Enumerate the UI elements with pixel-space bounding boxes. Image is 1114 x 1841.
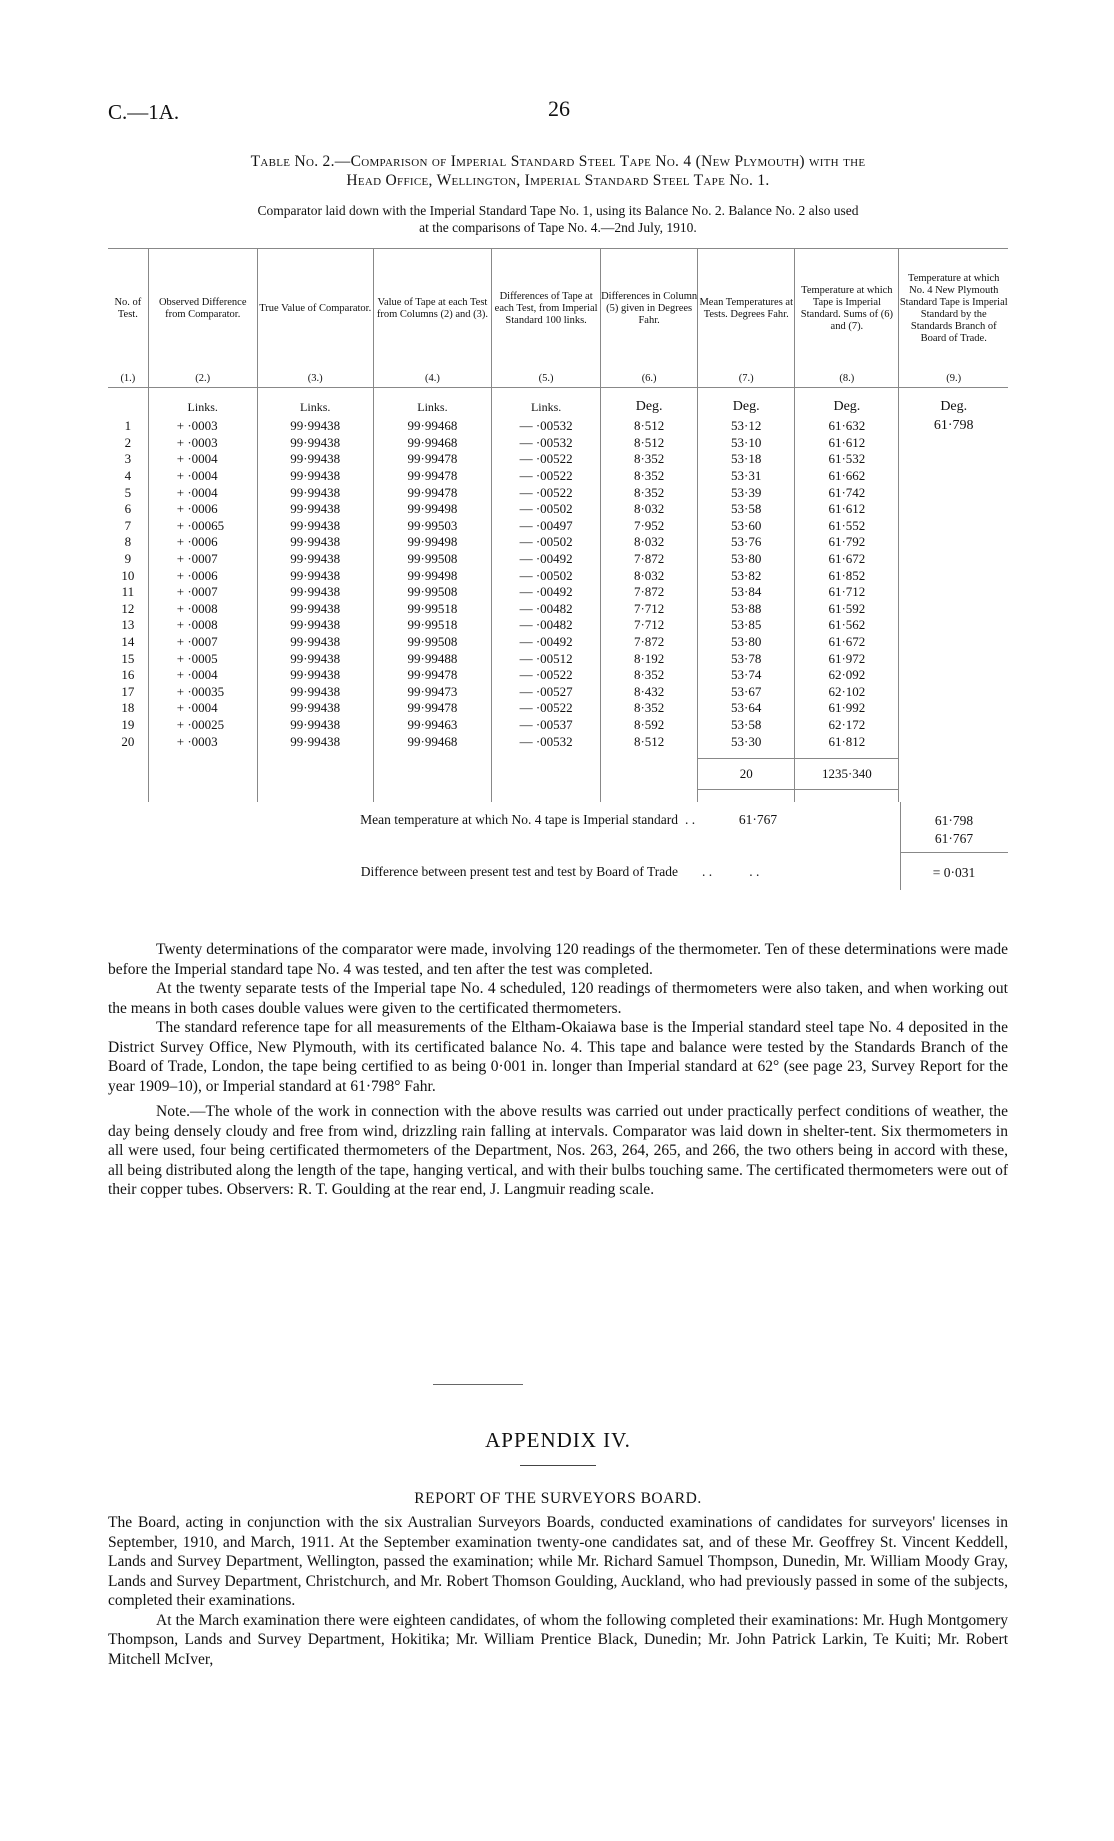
table-cell: 53·39 [698, 484, 795, 501]
report-section [108, 1513, 1008, 1669]
table-cell: + ·0008 [148, 617, 257, 634]
table-cell: 99·99478 [373, 667, 491, 684]
table-cell: + ·00025 [148, 717, 257, 734]
table-cell: 7·872 [601, 551, 698, 568]
table-cell: 8·032 [601, 501, 698, 518]
table-cell: 53·85 [698, 617, 795, 634]
table-cell: 61·632 [795, 418, 899, 435]
table-cell [148, 789, 257, 802]
table-cell: 53·12 [698, 418, 795, 435]
table-cell: + ·0008 [148, 601, 257, 618]
table-cell: 7·872 [601, 584, 698, 601]
table-cell: — ·00512 [492, 650, 601, 667]
table-cell: 7·712 [601, 617, 698, 634]
column-header: Temperature at which Tape is Imperial Standard. Sums of (6) and (7). [795, 249, 899, 370]
table-cell: 99·99503 [373, 518, 491, 535]
table-cell: 18 [121, 700, 135, 716]
column-number: (3.) [257, 369, 373, 388]
table-cell: 8·192 [601, 650, 698, 667]
table-cell: 99·99468 [373, 733, 491, 750]
paragraph: The Board, acting in conjunction with the six Australian Surveyors Boards, conducted examinations of candidates for surveyors' licenses in September, 1910, and March, 1911. At the September examination twenty-one candidates sat, and of these Mr. Geoffrey St. Vincent Keddell, Lands and Survey Department, Wellington, passed the examination; while Mr. Richard Samuel Thompson, Dunedin, Mr. William Moody Gray, Lands and Survey Department, Christchurch, and Mr. Robert Thomson Goulding, Auckland, who had previously passed in some of the subjects, completed their examinations. [108, 1514, 1008, 1609]
table-row [108, 418, 1008, 435]
table-cell: 53·78 [698, 650, 795, 667]
table-cell: 99·99438 [257, 733, 373, 750]
table-cell: 99·99468 [373, 435, 491, 452]
totals-sum: 1235·340 [795, 758, 899, 789]
mean-temperature-line [108, 812, 1008, 852]
table-cell: 61·532 [795, 451, 899, 468]
table-cell: 99·99478 [373, 451, 491, 468]
table-cell: — ·00522 [492, 667, 601, 684]
table-cell: 61·612 [795, 435, 899, 452]
table-cell: 99·99508 [373, 634, 491, 651]
table-cell: + ·0003 [148, 733, 257, 750]
column-number: (2.) [148, 369, 257, 388]
table-cell: 99·99498 [373, 501, 491, 518]
totals-row [108, 758, 1008, 789]
table-cell: 99·99478 [373, 468, 491, 485]
table-cell: 99·99438 [257, 534, 373, 551]
table-cell: + ·0004 [148, 468, 257, 485]
table-cell: 99·99478 [373, 700, 491, 717]
table-cell [795, 750, 899, 759]
table-cell: + ·0004 [148, 484, 257, 501]
table-row [108, 700, 1008, 717]
table-cell: — ·00532 [492, 435, 601, 452]
table-cell: 99·99438 [257, 567, 373, 584]
table-cell: 53·76 [698, 534, 795, 551]
table-cell: 99·99473 [373, 684, 491, 701]
table-cell: 9 [124, 551, 132, 567]
table-title-line-2: Head Office, Wellington, Imperial Standard Steel Tape No. 1. [346, 172, 770, 189]
table-header-row [108, 249, 1008, 370]
table-cell: 53·67 [698, 684, 795, 701]
column-number: (6.) [601, 369, 698, 388]
table-row [108, 684, 1008, 701]
difference-line [108, 864, 1008, 888]
table-cell: 61·852 [795, 567, 899, 584]
table-cell: 13 [121, 617, 135, 633]
table-cell: 53·84 [698, 584, 795, 601]
table-cell: 53·30 [698, 733, 795, 750]
table-cell [601, 750, 698, 759]
table-cell [698, 750, 795, 759]
table-cell: 99·99438 [257, 617, 373, 634]
paragraph: At the March examination there were eighteen candidates, of whom the following completed their examinations: Mr. Hugh Montgomery Thompson, Lands and Survey Department, Hokitika; Mr. William Prentice Black, Dunedin; Mr. John Patrick Larkin, Te Kuiti; Mr. Robert Mitchell McIver, [108, 1611, 1008, 1668]
table-cell [148, 750, 257, 759]
totals-count: 20 [698, 758, 795, 789]
table-cell: — ·00492 [492, 551, 601, 568]
table-cell: + ·0007 [148, 551, 257, 568]
table-row [108, 733, 1008, 750]
table-cell: 61·612 [795, 501, 899, 518]
column-number: (1.) [108, 369, 148, 388]
table-subtitle-line-2: at the comparisons of Tape No. 4.—2nd July, 1910. [419, 220, 697, 235]
table-row [108, 584, 1008, 601]
table-cell: 17 [121, 683, 135, 699]
table-cell: 99·99508 [373, 584, 491, 601]
column-number: (7.) [698, 369, 795, 388]
table-cell: 8·352 [601, 484, 698, 501]
table-cell: 2 [124, 434, 132, 450]
table-cell [373, 758, 491, 789]
table-cell: 99·99438 [257, 634, 373, 651]
table-cell: 10 [121, 567, 135, 583]
table-cell: 99·99438 [257, 551, 373, 568]
table-cell [899, 789, 1008, 802]
unit-label: Deg. [698, 388, 795, 419]
table-cell: — ·00522 [492, 451, 601, 468]
table-title [108, 152, 1008, 190]
table-cell: 99·99438 [257, 518, 373, 535]
unit-label: Links. [148, 388, 257, 419]
notes-section [108, 940, 1008, 1200]
mean-temperature-label: Mean temperature at which No. 4 tape is Imperial standard [360, 812, 678, 827]
table-cell: 53·64 [698, 700, 795, 717]
table-cell [108, 758, 148, 789]
dot-leader: . . . . [702, 864, 760, 879]
table-cell: — ·00522 [492, 700, 601, 717]
table-row [108, 617, 1008, 634]
column-header: True Value of Comparator. [257, 249, 373, 370]
difference-label: Difference between present test and test by Board of Trade [360, 864, 678, 879]
table-cell: + ·00065 [148, 518, 257, 535]
table-cell: — ·00502 [492, 567, 601, 584]
unit-label: Links. [373, 388, 491, 419]
table-cell: + ·0004 [148, 451, 257, 468]
table-row [108, 634, 1008, 651]
table-cell [108, 750, 148, 759]
table-cell: + ·0006 [148, 534, 257, 551]
column-number: (9.) [899, 369, 1008, 388]
table-cell: 99·99438 [257, 451, 373, 468]
table-cell [257, 750, 373, 759]
comparison-table [108, 248, 1008, 802]
table-cell: — ·00482 [492, 617, 601, 634]
column-header: Temperature at which No. 4 New Plymouth Standard Tape is Imperial Standard by the Standards Branch of Board of Trade. [899, 249, 1008, 370]
table-cell [601, 789, 698, 802]
column-9-value: 61·798 [934, 813, 974, 828]
table-spacer-row [108, 789, 1008, 802]
paragraph: At the twenty separate tests of the Imperial tape No. 4 scheduled, 120 readings of thermometers were also taken, and when working out the means in both cases double values were given to the certificated thermometers. [108, 980, 1008, 1017]
table-cell: 99·99438 [257, 684, 373, 701]
table-cell: 11 [121, 584, 135, 600]
table-cell: 8·032 [601, 567, 698, 584]
table-cell: 99·99438 [257, 418, 373, 435]
table-cell: — ·00537 [492, 717, 601, 734]
dot-leader: . . [685, 812, 696, 827]
page-id: C.—1A. [108, 100, 180, 124]
table-cell: 53·74 [698, 667, 795, 684]
table-cell: 7·712 [601, 601, 698, 618]
table-row [108, 601, 1008, 618]
table-cell: 99·99438 [257, 584, 373, 601]
page-header [108, 96, 1008, 130]
table-row [108, 501, 1008, 518]
column-9-summary [900, 812, 1008, 848]
table-row [108, 468, 1008, 485]
table-cell: 53·10 [698, 435, 795, 452]
table-cell: 99·99498 [373, 567, 491, 584]
table-cell: 61·972 [795, 650, 899, 667]
table-cell [373, 750, 491, 759]
column-header: No. of Test. [108, 249, 148, 370]
table-title-line-1: Table No. 2.—Comparison of Imperial Standard Steel Tape No. 4 (New Plymouth) with the [250, 153, 866, 170]
column-header: Observed Difference from Comparator. [148, 249, 257, 370]
table-cell: — ·00502 [492, 501, 601, 518]
table-cell [373, 789, 491, 802]
table-cell: — ·00522 [492, 484, 601, 501]
table-cell: + ·0004 [148, 667, 257, 684]
mean-temperature-value: 61·767 [738, 812, 778, 827]
table-cell: 53·88 [698, 601, 795, 618]
table-cell: 53·58 [698, 717, 795, 734]
table-cell: 99·99498 [373, 534, 491, 551]
table-cell [257, 789, 373, 802]
table-subtitle-line-1: Comparator laid down with the Imperial Standard Tape No. 1, using its Balance No. 2. Balance No. 2 also used [257, 203, 859, 218]
table-cell: 53·18 [698, 451, 795, 468]
column-number: (4.) [373, 369, 491, 388]
appendix-rule [520, 1465, 596, 1466]
difference-value: = 0·031 [932, 865, 976, 880]
table-cell [899, 750, 1008, 759]
table-cell: 61·672 [795, 551, 899, 568]
table-cell: — ·00527 [492, 684, 601, 701]
table-row [108, 551, 1008, 568]
paragraph: The standard reference tape for all measurements of the Eltham-Okaiawa base is the Imperial standard steel tape No. 4 deposited in the District Survey Office, New Plymouth, with its certificated balance No. 4. This tape and balance were tested by the Standards Branch of the Board of Trade, London, the tape being certified to as being 0·001 in. longer than Imperial standard at 62° (see page 23, Survey Report for the year 1909–10), or Imperial standard at 61·798° Fahr. [108, 1019, 1008, 1095]
table-cell: — ·00492 [492, 634, 601, 651]
table-cell: 53·82 [698, 567, 795, 584]
column-9-sum-rule [900, 852, 1008, 853]
table-row [108, 650, 1008, 667]
table-cell: 99·99438 [257, 700, 373, 717]
table-cell: 8·512 [601, 733, 698, 750]
table-row [108, 518, 1008, 535]
table-cell: 20 [121, 733, 135, 749]
table-cell: 19 [121, 716, 135, 732]
column-number-row [108, 369, 1008, 388]
table-cell: 14 [121, 634, 135, 650]
table-cell: 16 [121, 667, 135, 683]
table-cell: 61·742 [795, 484, 899, 501]
table-cell: 99·99438 [257, 667, 373, 684]
table-cell: 53·60 [698, 518, 795, 535]
table-cell: — ·00502 [492, 534, 601, 551]
table-cell [148, 758, 257, 789]
table-cell: 61·798 [899, 418, 1008, 750]
unit-label: Deg. [601, 388, 698, 419]
section-separator [433, 1384, 523, 1385]
table-cell: 61·592 [795, 601, 899, 618]
table-cell: 15 [121, 650, 135, 666]
table-cell: 1 [124, 418, 132, 434]
column-header: Mean Temperatures at Tests. Degrees Fahr. [698, 249, 795, 370]
table-cell [108, 789, 148, 802]
table-cell: 4 [124, 468, 132, 484]
table-cell: 61·792 [795, 534, 899, 551]
table-cell: + ·0003 [148, 435, 257, 452]
table-row [108, 567, 1008, 584]
table-cell: — ·00532 [492, 418, 601, 435]
table-row [108, 451, 1008, 468]
column-header: Differences in Column (5) given in Degrees Fahr. [601, 249, 698, 370]
table-cell: 62·092 [795, 667, 899, 684]
table-cell: + ·0007 [148, 584, 257, 601]
unit-label: Links. [492, 388, 601, 419]
table-row [108, 534, 1008, 551]
table-spacer-row [108, 750, 1008, 759]
page-number: 26 [548, 96, 570, 121]
table-cell: + ·0006 [148, 501, 257, 518]
table-cell: — ·00532 [492, 733, 601, 750]
table-cell: 62·172 [795, 717, 899, 734]
table-cell: — ·00482 [492, 601, 601, 618]
paragraph: Twenty determinations of the comparator were made, involving 120 readings of the thermometer. Ten of these determinations were made before the Imperial standard tape No. 4 was tested, and ten after the test was completed. [108, 941, 1008, 978]
table-cell: + ·0006 [148, 567, 257, 584]
column-number: (5.) [492, 369, 601, 388]
table-cell: 8 [124, 534, 132, 550]
table-cell [698, 789, 795, 802]
table-cell: + ·00035 [148, 684, 257, 701]
table-cell: 99·99468 [373, 418, 491, 435]
table-cell: 7·872 [601, 634, 698, 651]
appendix-title: APPENDIX IV. [485, 1428, 631, 1452]
table-cell: 7 [124, 517, 132, 533]
table-cell [899, 758, 1008, 789]
table-cell: 8·512 [601, 418, 698, 435]
table-cell: 62·102 [795, 684, 899, 701]
table-cell: 99·99463 [373, 717, 491, 734]
table-cell: 99·99518 [373, 601, 491, 618]
table-cell: 61·672 [795, 634, 899, 651]
table-cell [492, 758, 601, 789]
table-cell: — ·00522 [492, 468, 601, 485]
table-cell: 99·99518 [373, 617, 491, 634]
unit-label [108, 388, 148, 419]
table-cell: 8·352 [601, 700, 698, 717]
table-cell: 12 [121, 600, 135, 616]
table-cell: 99·99438 [257, 650, 373, 667]
table-row [108, 435, 1008, 452]
units-row [108, 388, 1008, 419]
table-cell: 99·99488 [373, 650, 491, 667]
table-cell [795, 789, 899, 802]
table-cell: 8·352 [601, 451, 698, 468]
table-cell: 6 [124, 501, 132, 517]
table-cell: 53·31 [698, 468, 795, 485]
table-cell: 3 [124, 451, 132, 467]
table-cell: — ·00492 [492, 584, 601, 601]
report-title: REPORT OF THE SURVEYORS BOARD. [414, 1490, 702, 1507]
table-cell [492, 750, 601, 759]
unit-label: Deg. [795, 388, 899, 419]
table-cell: 99·99438 [257, 501, 373, 518]
table-cell: 8·352 [601, 468, 698, 485]
table-cell: 61·712 [795, 584, 899, 601]
table-cell [492, 789, 601, 802]
table-cell: 8·432 [601, 684, 698, 701]
table-subtitle [108, 202, 1008, 236]
table-cell: 8·032 [601, 534, 698, 551]
table-cell: + ·0004 [148, 700, 257, 717]
column-header: Differences of Tape at each Test, from Imperial Standard 100 links. [492, 249, 601, 370]
table-cell: 61·812 [795, 733, 899, 750]
table-cell: + ·0005 [148, 650, 257, 667]
table-cell: 61·552 [795, 518, 899, 535]
table-cell: 61·662 [795, 468, 899, 485]
table-cell: 99·99438 [257, 435, 373, 452]
table-row [108, 717, 1008, 734]
table-cell: 53·80 [698, 551, 795, 568]
column-number: (8.) [795, 369, 899, 388]
table-cell [257, 758, 373, 789]
table-cell: 53·58 [698, 501, 795, 518]
column-header: Value of Tape at each Test from Columns (2) and (3). [373, 249, 491, 370]
table-cell: 99·99438 [257, 601, 373, 618]
table-cell: 8·352 [601, 667, 698, 684]
table-row [108, 484, 1008, 501]
table-cell: 99·99438 [257, 468, 373, 485]
table-cell: — ·00497 [492, 518, 601, 535]
table-cell: 99·99508 [373, 551, 491, 568]
table-cell: 7·952 [601, 518, 698, 535]
note-paragraph: Note.—The whole of the work in connection with the above results was carried out under practically perfect conditions of weather, the day being densely cloudy and free from wind, drizzling rain falling at intervals. Comparator was laid down in shelter-tent. Six thermometers in all were used, four being certificated thermometers of the Department, Nos. 263, 264, 265, and 266, the two others being in accord with these, all being distributed along the length of the tape, hanging vertical, and with their bulbs touching same. The certificated thermometers were out of their copper tubes. Observers: R. T. Goulding at the rear end, J. Langmuir reading scale. [108, 1103, 1008, 1198]
table-cell: 61·562 [795, 617, 899, 634]
unit-label: Links. [257, 388, 373, 419]
table-row [108, 667, 1008, 684]
table-cell: + ·0003 [148, 418, 257, 435]
table-cell: 99·99478 [373, 484, 491, 501]
table-cell: 8·512 [601, 435, 698, 452]
table-cell: 61·992 [795, 700, 899, 717]
table-cell: 53·80 [698, 634, 795, 651]
table-cell [601, 758, 698, 789]
table-cell: 8·592 [601, 717, 698, 734]
unit-label: Deg. [899, 388, 1008, 419]
table-cell: 99·99438 [257, 484, 373, 501]
table-cell: 5 [124, 484, 132, 500]
table-cell: 99·99438 [257, 717, 373, 734]
table-cell: + ·0007 [148, 634, 257, 651]
column-9-value: 61·767 [934, 831, 974, 846]
